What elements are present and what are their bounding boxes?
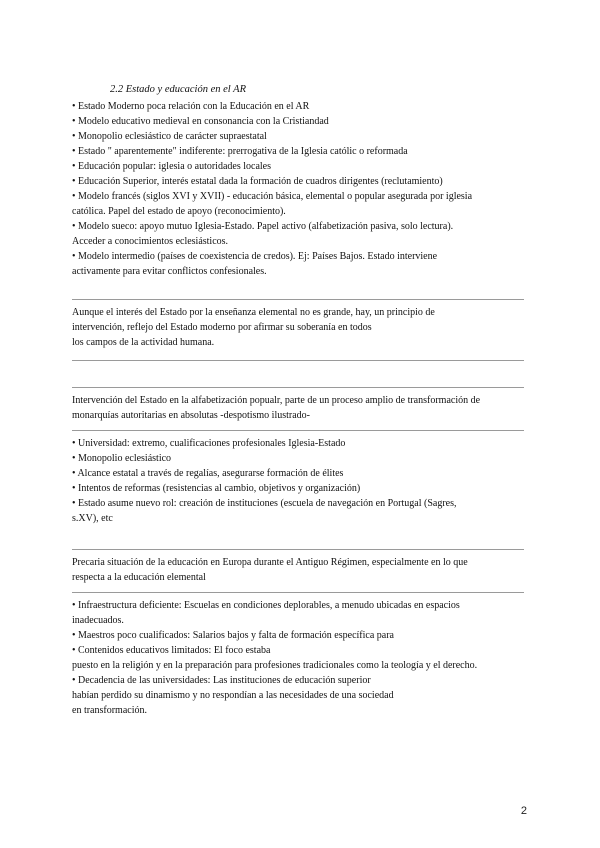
text-line: • Modelo francés (siglos XVI y XVII) - educación básica, elemental o popular asegurada por iglesia: [72, 191, 473, 202]
text-line: • Modelo educativo medieval en consonancia con la Cristiandad: [72, 116, 329, 127]
text-line: inadecuados.: [72, 615, 124, 626]
divider: [72, 549, 524, 550]
precarious-situation-paragraph: [72, 555, 528, 585]
text-line: Aunque el interés del Estado por la enseñanza elemental no es grande, hay, un principio de: [72, 307, 435, 318]
university-bullets: [72, 436, 528, 526]
text-line: en transformación.: [72, 705, 147, 716]
page-number: 2: [520, 805, 527, 817]
text-line: puesto en la religión y en la preparación para profesiones tradicionales como la teología y el derecho.: [72, 660, 478, 671]
divider: [72, 387, 524, 388]
text-line: • Modelo sueco: apoyo mutuo Iglesia-Estado. Papel activo (alfabetización pasiva, solo lectura).: [72, 221, 454, 232]
text-line: activamente para evitar conflictos confesionales.: [72, 266, 267, 277]
text-line: • Decadencia de las universidades: Las instituciones de educación superior: [72, 675, 371, 686]
text-line: Intervención del Estado en la alfabetización popualr, parte de un proceso amplio de transformación de: [72, 395, 481, 406]
state-education-bullets: [72, 99, 528, 279]
text-line: • Contenidos educativos limitados: El foco estaba: [72, 645, 271, 656]
text-line: • Monopolio eclesiástico: [72, 453, 172, 464]
text-line: respecta a la educación elemental: [72, 572, 206, 583]
text-line: habían perdido su dinamismo y no respondían a las necesidades de una sociedad: [72, 690, 394, 701]
text-line: • Estado Moderno poca relación con la Educación en el AR: [72, 101, 310, 112]
divider: [72, 430, 524, 431]
text-line: monarquías autoritarias en absolutas -despotismo ilustrado-: [72, 410, 311, 421]
text-line: • Infraestructura deficiente: Escuelas en condiciones deplorables, a menudo ubicadas en espacios: [72, 600, 460, 611]
deficiencies-bullets: [72, 598, 528, 718]
text-line: los campos de la actividad humana.: [72, 337, 215, 348]
text-line: • Estado asume nuevo rol: creación de instituciones (escuela de navegación en Portugal (Sagres,: [72, 498, 457, 509]
text-line: Acceder a conocimientos eclesiásticos.: [72, 236, 229, 247]
divider: [72, 592, 524, 593]
divider: [72, 360, 524, 361]
section-title: 2.2 Estado y educación en el AR: [110, 84, 246, 95]
text-line: • Alcance estatal a través de regalías, asegurarse formación de élites: [72, 468, 344, 479]
text-line: s.XV), etc: [72, 513, 113, 524]
state-interest-paragraph: [72, 305, 528, 350]
text-line: intervención, reflejo del Estado moderno por afirmar su soberanía en todos: [72, 322, 372, 333]
text-line: Precaria situación de la educación en Europa durante el Antiguo Régimen, especialmente en lo que: [72, 557, 468, 568]
text-line: • Estado " aparentemente" indiferente: prerrogativa de la Iglesia católic o reformada: [72, 146, 408, 157]
text-line: • Educación popular: iglesia o autoridades locales: [72, 161, 271, 172]
text-line: • Maestros poco cualificados: Salarios bajos y falta de formación específica para: [72, 630, 394, 641]
text-line: • Modelo intermedio (países de coexistencia de credos). Ej: Países Bajos. Estado interviene: [72, 251, 438, 262]
divider: [72, 299, 524, 300]
text-line: católica. Papel del estado de apoyo (reconocimiento).: [72, 206, 286, 217]
state-intervention-paragraph: [72, 393, 528, 423]
text-line: • Educación Superior, interés estatal dada la formación de cuadros dirigentes (reclutamiento): [72, 176, 443, 187]
text-line: • Intentos de reformas (resistencias al cambio, objetivos y organización): [72, 483, 361, 494]
text-line: • Monopolio eclesiástico de carácter supraestatal: [72, 131, 267, 142]
text-line: • Universidad: extremo, cualificaciones profesionales Iglesia-Estado: [72, 438, 346, 449]
